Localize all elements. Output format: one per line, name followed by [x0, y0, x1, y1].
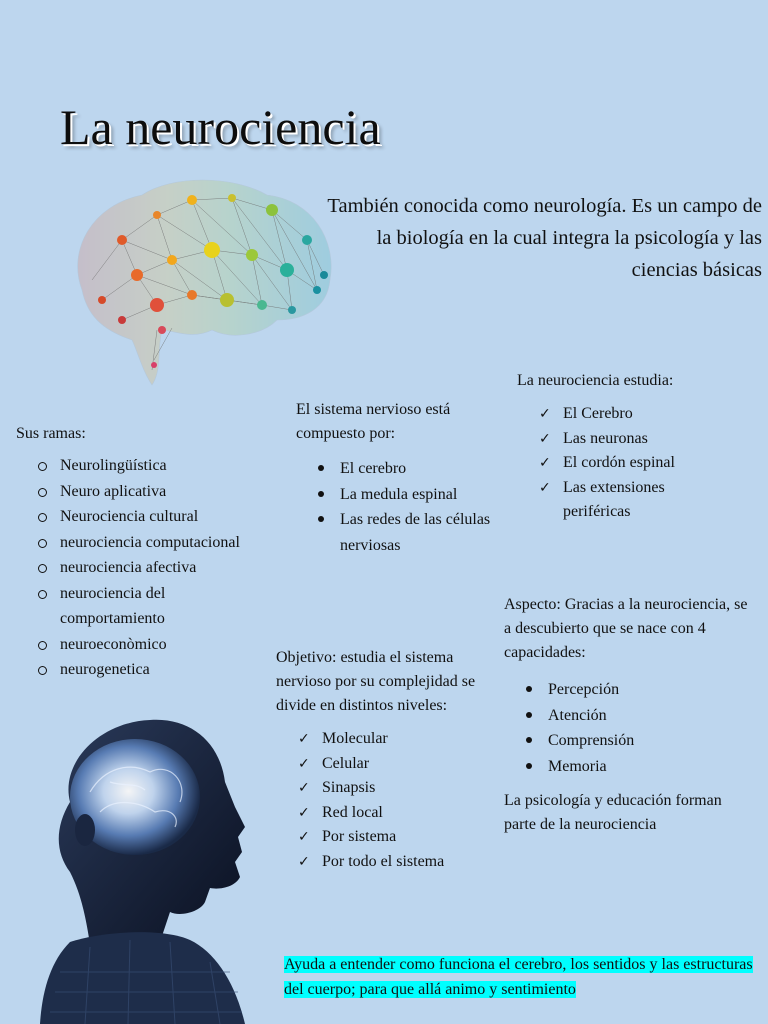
ramas-heading: Sus ramas: — [16, 425, 86, 442]
list-item: ✓ Las extensiones periféricas — [539, 476, 703, 525]
list-item: ✓ El cordón espinal — [539, 451, 757, 476]
intro-text: También conocida como neurología. Es un campo de la biología en la cual integra la psicología y las ciencias básicas — [327, 195, 762, 281]
list-item: Percepción — [504, 677, 754, 703]
list-item: neurociencia del comportamiento — [16, 581, 210, 632]
boy-profile-image — [30, 712, 280, 1024]
list-item: ✓ Por todo el sistema — [298, 850, 496, 875]
estudia-heading: La neurociencia estudia: — [517, 372, 674, 389]
sistema-heading: El sistema nervioso está compuesto por: — [296, 401, 451, 442]
highlight-text — [284, 952, 762, 1002]
list-item: neurogenetica — [16, 657, 286, 683]
ramas-section — [16, 422, 286, 683]
list-item: Memoria — [504, 754, 754, 780]
list-item: ✓ Molecular — [298, 727, 496, 752]
list-item: ✓ Sinapsis — [298, 776, 496, 801]
list-item: La medula espinal — [296, 482, 526, 508]
estudia-section — [517, 369, 757, 525]
list-item: Las redes de las células nerviosas — [296, 507, 530, 558]
objetivo-section — [276, 646, 496, 874]
aspecto-section — [504, 593, 754, 837]
sistema-section — [296, 398, 526, 558]
list-item: ✓ El Cerebro — [539, 402, 757, 427]
list-item: Comprensión — [504, 728, 754, 754]
objetivo-list — [298, 727, 496, 874]
aspecto-heading: Aspecto: Gracias a la neurociencia, se a descubierto que se nace con 4 capacidades: — [504, 596, 748, 661]
ramas-list — [16, 453, 286, 683]
list-item: ✓ Celular — [298, 752, 496, 777]
list-item: ✓ Por sistema — [298, 825, 496, 850]
aspecto-note: La psicología y educación forman parte de la neurociencia — [504, 792, 722, 833]
highlight-span: Ayuda a entender como funciona el cerebro, los sentidos y las estructuras del cuerpo; para que allá animo y sentimiento — [284, 956, 753, 998]
page-title: La neurociencia — [60, 99, 381, 155]
objetivo-heading: Objetivo: estudia el sistema nervioso por su complejidad se divide en distintos niveles: — [276, 649, 476, 714]
list-item: neurociencia computacional — [16, 530, 286, 556]
list-item: neuroeconòmico — [16, 632, 286, 658]
brain-network-image — [62, 170, 342, 395]
list-item: ✓ Red local — [298, 801, 496, 826]
list-item: Neuro aplicativa — [16, 479, 286, 505]
list-item: neurociencia afectiva — [16, 555, 286, 581]
sistema-list — [296, 456, 526, 558]
list-item: Neurociencia cultural — [16, 504, 286, 530]
estudia-list — [539, 402, 757, 525]
list-item: ✓ Las neuronas — [539, 427, 757, 452]
list-item: Neurolingüística — [16, 453, 286, 479]
aspecto-list — [504, 677, 754, 779]
list-item: El cerebro — [296, 456, 526, 482]
list-item: Atención — [504, 703, 754, 729]
